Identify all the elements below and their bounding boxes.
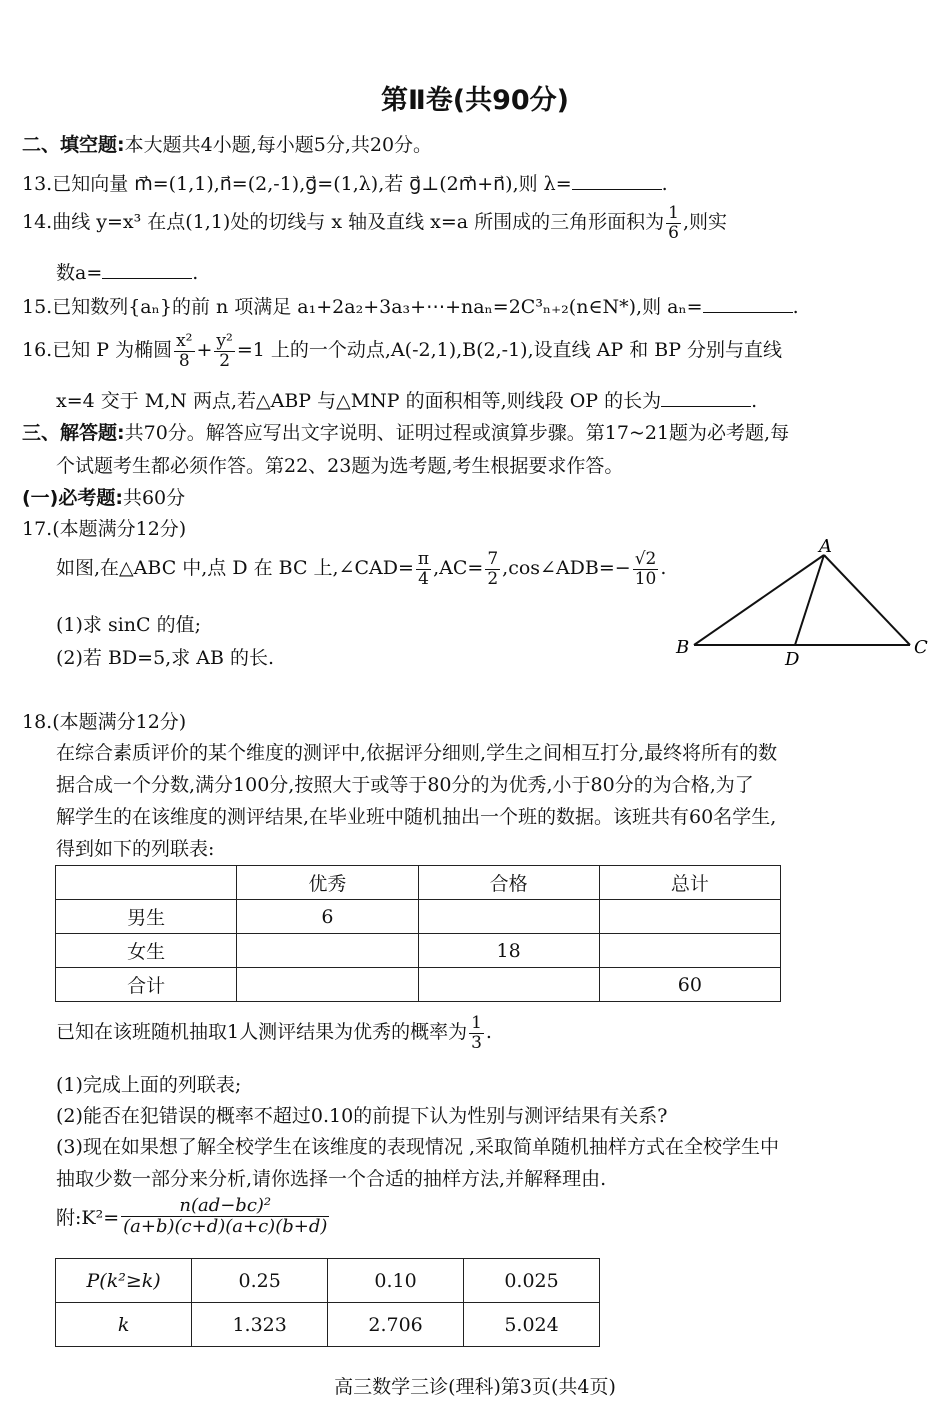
table-cell: k bbox=[56, 1303, 192, 1347]
q18-p2: 据合成一个分数,满分100分,按照大于或等于80分的为优秀,小于80分的为合格,为了 bbox=[56, 774, 754, 796]
formula-den: (a+b)(c+d)(a+c)(b+d) bbox=[123, 1215, 328, 1237]
critical-value-table bbox=[55, 1258, 600, 1347]
q17-fraction-2 bbox=[485, 550, 500, 588]
q18-sub1: (1)完成上面的列联表; bbox=[56, 1074, 242, 1096]
formula-label: 附:K²= bbox=[56, 1206, 120, 1229]
q18-prob-den: 3 bbox=[471, 1032, 482, 1053]
table-row bbox=[56, 900, 781, 934]
q14-frac-num: 1 bbox=[668, 203, 679, 223]
table-cell: 18 bbox=[418, 934, 599, 968]
part1-line bbox=[22, 483, 185, 510]
q16-text-a: 已知 P 为椭圆 bbox=[52, 339, 173, 362]
q17-f2-den: 2 bbox=[487, 568, 499, 589]
q17-header bbox=[22, 514, 186, 541]
q17-stem-b: ,AC= bbox=[433, 557, 484, 580]
q15-end: . bbox=[792, 296, 799, 318]
q13-end: . bbox=[661, 173, 668, 195]
q18-sub3b: 抽取少数一部分来分析,请你选择一个合适的抽样方法,并解释理由. bbox=[56, 1168, 607, 1190]
q16-fraction-1 bbox=[174, 332, 194, 370]
table-row bbox=[56, 1259, 600, 1303]
q17-number: 17. bbox=[22, 518, 53, 540]
q18-header bbox=[22, 707, 186, 734]
table-cell: 5.024 bbox=[464, 1303, 600, 1347]
q16-f1-num: x² bbox=[176, 331, 193, 351]
table-cell bbox=[599, 934, 780, 968]
q17-header-text: (本题满分12分) bbox=[52, 518, 187, 540]
section3-desc: 共70分。解答应写出文字说明、证明过程或演算步骤。第17~21题为必考题,每 bbox=[124, 422, 790, 444]
q17-f3-num: √2 bbox=[634, 549, 657, 569]
table-cell: 1.323 bbox=[192, 1303, 328, 1347]
page-footer: 高三数学三诊(理科)第3页(共4页) bbox=[334, 1376, 616, 1398]
side-ac bbox=[824, 555, 910, 645]
q17-fraction-1 bbox=[416, 550, 431, 588]
q17-sub2: (2)若 BD=5,求 AB 的长. bbox=[56, 647, 274, 669]
q13-text: 已知向量 m⃗=(1,1),n⃗=(2,-1),g⃗=(1,λ),若 g⃗⊥(2m⃗+n⃗),则 λ= bbox=[52, 173, 572, 195]
section3-heading: 三、解答题: bbox=[22, 422, 125, 444]
q17-stem-c: ,cos∠ADB=− bbox=[502, 557, 631, 580]
table-cell: 优秀 bbox=[237, 866, 418, 900]
q18-sub3a: (3)现在如果想了解全校学生在该维度的表现情况 ,采取简单随机抽样方式在全校学生中 bbox=[56, 1136, 779, 1158]
q15-text: 已知数列{aₙ}的前 n 项满足 a₁+2a₂+3a₃+⋯+naₙ=2C³ₙ₊₂(n∈N*),则 aₙ= bbox=[52, 296, 703, 318]
table-row bbox=[56, 1303, 600, 1347]
segment-ad bbox=[795, 555, 824, 645]
section2-desc: 本大题共4小题,每小题5分,共20分。 bbox=[124, 134, 433, 156]
table-cell bbox=[237, 968, 418, 1002]
table-cell: 女生 bbox=[56, 934, 237, 968]
q17-stem-d: . bbox=[660, 557, 667, 580]
question-16 bbox=[22, 332, 782, 370]
q18-prob-end: . bbox=[485, 1021, 492, 1044]
section3-line2: 个试题考生都必须作答。第22、23题为选考题,考生根据要求作答。 bbox=[56, 455, 624, 477]
formula-fraction bbox=[121, 1196, 329, 1237]
table-cell bbox=[418, 968, 599, 1002]
contingency-table bbox=[55, 865, 781, 1002]
table-cell: 男生 bbox=[56, 900, 237, 934]
table-row bbox=[56, 866, 781, 900]
q18-sub2: (2)能否在犯错误的概率不超过0.10的前提下认为性别与测评结果有关系? bbox=[56, 1105, 668, 1127]
q17-f1-num: π bbox=[417, 549, 430, 569]
section2-heading: 二、填空题: bbox=[22, 134, 125, 156]
label-d: D bbox=[785, 649, 800, 670]
q16-line2 bbox=[56, 386, 757, 413]
q17-stem-a: 如图,在△ABC 中,点 D 在 BC 上,∠CAD= bbox=[56, 557, 414, 580]
table-cell: 0.25 bbox=[192, 1259, 328, 1303]
q14-answer-blank bbox=[102, 262, 192, 279]
label-b: B bbox=[676, 637, 690, 658]
table-cell: 2.706 bbox=[328, 1303, 464, 1347]
table-cell: 合计 bbox=[56, 968, 237, 1002]
question-13 bbox=[22, 169, 668, 196]
q13-number: 13. bbox=[22, 173, 53, 195]
table-cell bbox=[599, 900, 780, 934]
q13-answer-blank bbox=[572, 173, 662, 190]
q14-number: 14. bbox=[22, 211, 53, 234]
q17-fraction-3 bbox=[633, 550, 659, 588]
table-cell: P(k²≥k) bbox=[56, 1259, 192, 1303]
table-cell: 6 bbox=[237, 900, 418, 934]
table-cell: 总计 bbox=[599, 866, 780, 900]
q16-f2-num: y² bbox=[216, 331, 233, 351]
q18-p4: 得到如下的列联表: bbox=[56, 838, 215, 860]
q18-prob-fraction bbox=[469, 1014, 484, 1052]
table-cell bbox=[56, 866, 237, 900]
side-ab bbox=[694, 555, 824, 645]
section3-line bbox=[22, 418, 789, 445]
question-15 bbox=[22, 292, 799, 319]
q16-f2-den: 2 bbox=[219, 350, 231, 371]
q14-text: 曲线 y=x³ 在点(1,1)处的切线与 x 轴及直线 x=a 所围成的三角形面积为 bbox=[52, 211, 665, 234]
formula-num: n(ad−bc)² bbox=[121, 1196, 329, 1217]
q17-sub1: (1)求 sinC 的值; bbox=[56, 614, 201, 636]
table-cell: 0.025 bbox=[464, 1259, 600, 1303]
q14-end: . bbox=[192, 262, 199, 284]
section2-line bbox=[22, 130, 432, 157]
table-cell bbox=[237, 934, 418, 968]
q14-line2-text: 数a= bbox=[56, 262, 103, 284]
triangle-figure bbox=[670, 535, 940, 670]
q16-fraction-2 bbox=[214, 332, 234, 370]
q17-f2-num: 7 bbox=[487, 549, 499, 569]
q18-probability bbox=[56, 1014, 492, 1052]
q16-plus: + bbox=[196, 339, 213, 362]
table-row bbox=[56, 968, 781, 1002]
q14-frac-den: 6 bbox=[668, 222, 679, 243]
part1-heading: (一)必考题: bbox=[22, 487, 123, 509]
q16-text-b: =1 上的一个动点,A(-2,1),B(2,-1),设直线 AP 和 BP 分别与直线 bbox=[236, 339, 783, 362]
q16-end: . bbox=[751, 390, 758, 412]
q17-stem bbox=[56, 550, 666, 588]
q18-p1: 在综合素质评价的某个维度的测评中,依据评分细则,学生之间相互打分,最终将所有的数 bbox=[56, 742, 778, 764]
question-14 bbox=[22, 204, 727, 242]
k2-formula bbox=[56, 1196, 331, 1237]
table-cell: 60 bbox=[599, 968, 780, 1002]
q18-prob-num: 1 bbox=[471, 1013, 482, 1033]
q15-answer-blank bbox=[703, 296, 793, 313]
label-a: A bbox=[819, 536, 832, 557]
q16-line2-text: x=4 交于 M,N 两点,若△ABP 与△MNP 的面积相等,则线段 OP 的长为 bbox=[56, 390, 662, 412]
table-row bbox=[56, 934, 781, 968]
page-title: 第Ⅱ卷(共90分) bbox=[380, 85, 570, 116]
q18-prob-text: 已知在该班随机抽取1人测评结果为优秀的概率为 bbox=[56, 1021, 468, 1044]
q16-f1-den: 8 bbox=[178, 350, 190, 371]
q17-f1-den: 4 bbox=[418, 568, 429, 589]
q14-text-b: ,则实 bbox=[683, 211, 728, 234]
q18-p3: 解学生的在该维度的测评结果,在毕业班中随机抽出一个班的数据。该班共有60名学生, bbox=[56, 806, 777, 828]
q14-line2 bbox=[56, 258, 198, 285]
table-cell: 合格 bbox=[418, 866, 599, 900]
q14-fraction bbox=[666, 204, 681, 242]
table-cell: 0.10 bbox=[328, 1259, 464, 1303]
q15-number: 15. bbox=[22, 296, 53, 318]
part1-desc: 共60分 bbox=[122, 487, 186, 509]
q17-f3-den: 10 bbox=[634, 568, 657, 589]
table-cell bbox=[418, 900, 599, 934]
q16-answer-blank bbox=[661, 390, 751, 407]
label-c: C bbox=[914, 637, 928, 658]
q18-header-text: (本题满分12分) bbox=[52, 711, 187, 733]
q18-number: 18. bbox=[22, 711, 53, 733]
q16-number: 16. bbox=[22, 339, 53, 362]
